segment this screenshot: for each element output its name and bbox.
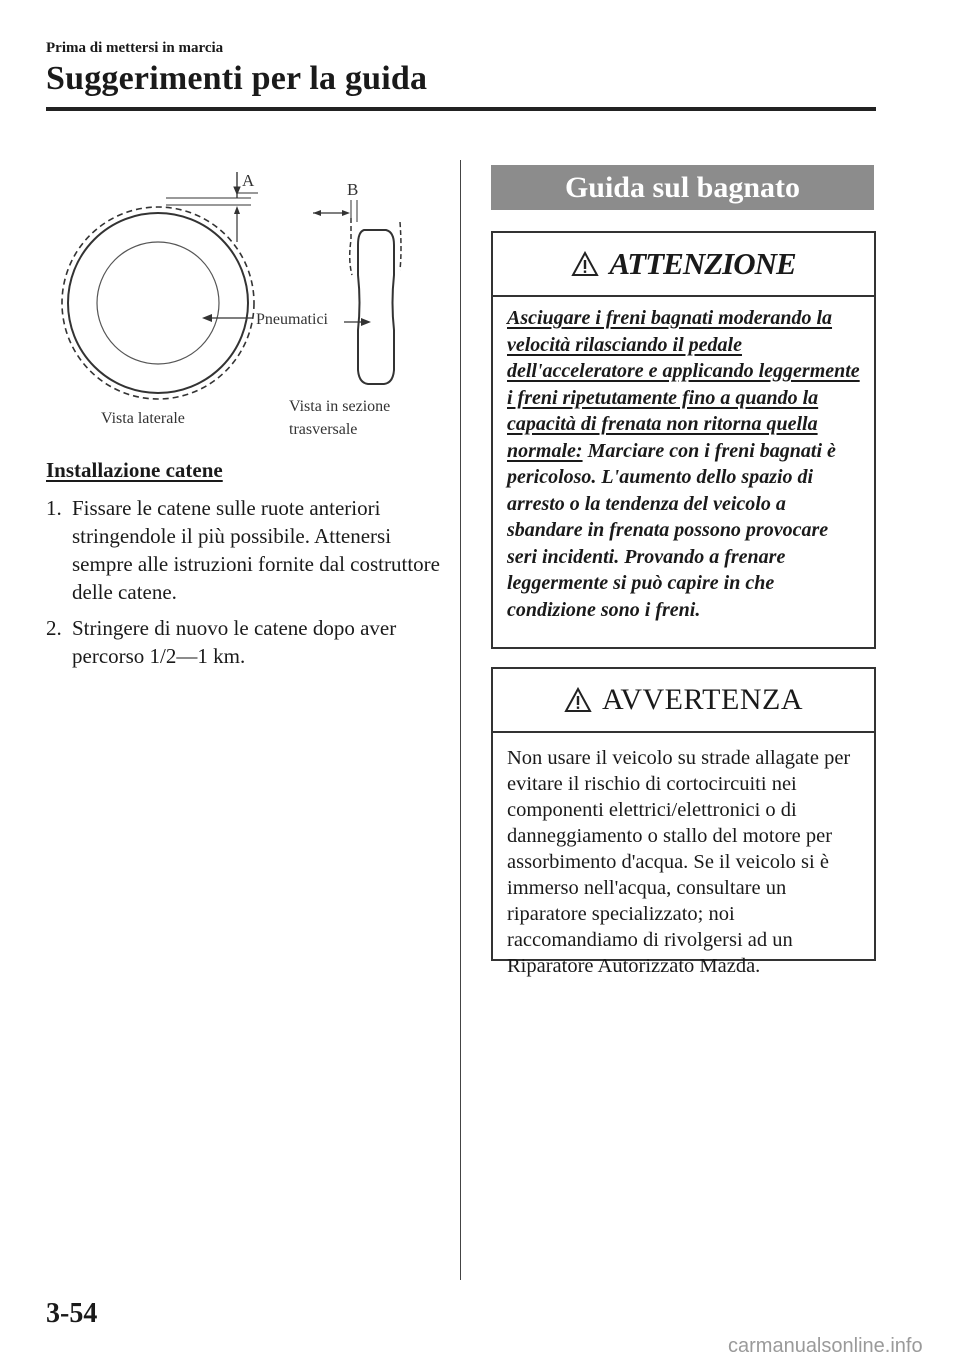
warning-box — [491, 667, 876, 977]
page-title: Suggerimenti per la guida — [46, 60, 428, 97]
step-number: 2. — [46, 616, 62, 640]
warning-title: AVVERTENZA — [602, 683, 803, 716]
list-item — [46, 494, 446, 606]
warning-triangle-icon — [571, 251, 599, 277]
section-label: Prima di mettersi in marcia — [46, 40, 224, 56]
tire-cross-section-chain — [350, 218, 352, 275]
warning-header — [493, 669, 874, 733]
watermark: carmanualsonline.info — [728, 1335, 923, 1357]
attention-text: Marciare con i freni bagnati è pericoloso. L'aumento dello spazio di arresto o la tendenza del veicolo a sbandare in frenata possono provocare seri incidenti. Provando a frenare leggermente si può capire in che condizione sono i freni. — [507, 439, 836, 621]
page-number: 3-54 — [46, 1298, 98, 1329]
column-divider — [460, 160, 461, 1280]
step-text: Stringere di nuovo le catene dopo aver percorso 1/2—1 km. — [72, 616, 397, 668]
chains-steps — [46, 494, 446, 678]
attention-box — [491, 231, 876, 649]
tire-outer-chain-outline — [62, 207, 254, 399]
warning-body: Non usare il veicolo su strade allagate per evitare il rischio di cortocircuiti nei componenti elettrici/elettronici o di danneggiamento o stallo del motore per assorbimento d'acqua. Se il veicolo si è immerso nell'acqua, consultare un riparatore specializzato; noi raccomandiamo di rivolgersi ad un Riparatore Autorizzato Mazda. — [507, 747, 851, 977]
warning-triangle-icon — [564, 687, 592, 713]
wet-driving-banner: Guida sul bagnato — [491, 165, 874, 210]
chains-heading: Installazione catene — [46, 458, 223, 482]
tire-chain-figure — [46, 160, 446, 450]
tire-rim — [97, 242, 219, 364]
step-text: Fissare le catene sulle ruote anteriori stringendole il più possibile. Attenersi sempre alle istruzioni fornite dal costruttore delle catene. — [72, 496, 440, 604]
attention-header — [493, 233, 874, 297]
attention-body — [493, 297, 874, 623]
label-a: A — [242, 171, 255, 190]
list-item — [46, 614, 446, 670]
tire-outer — [68, 213, 248, 393]
step-number: 1. — [46, 496, 62, 520]
tire-diagram — [46, 160, 446, 450]
attention-underlined-text: Asciugare i freni bagnati moderando la velocità rilasciando il pedale dell'acceleratore e applicando leggermente i freni ripetutamente fino a quando la capacità di frenata non ritorna quella normale: — [507, 307, 860, 462]
label-section-view-line1: Vista in sezione — [289, 398, 391, 415]
label-side-view: Vista laterale — [101, 410, 185, 427]
label-tire: Pneumatici — [256, 311, 328, 328]
attention-title: ATTENZIONE — [609, 246, 796, 281]
label-section-view-line2: trasversale — [289, 421, 358, 438]
label-b: B — [347, 180, 359, 199]
title-rule — [46, 107, 876, 111]
tire-cross-section — [358, 230, 394, 384]
